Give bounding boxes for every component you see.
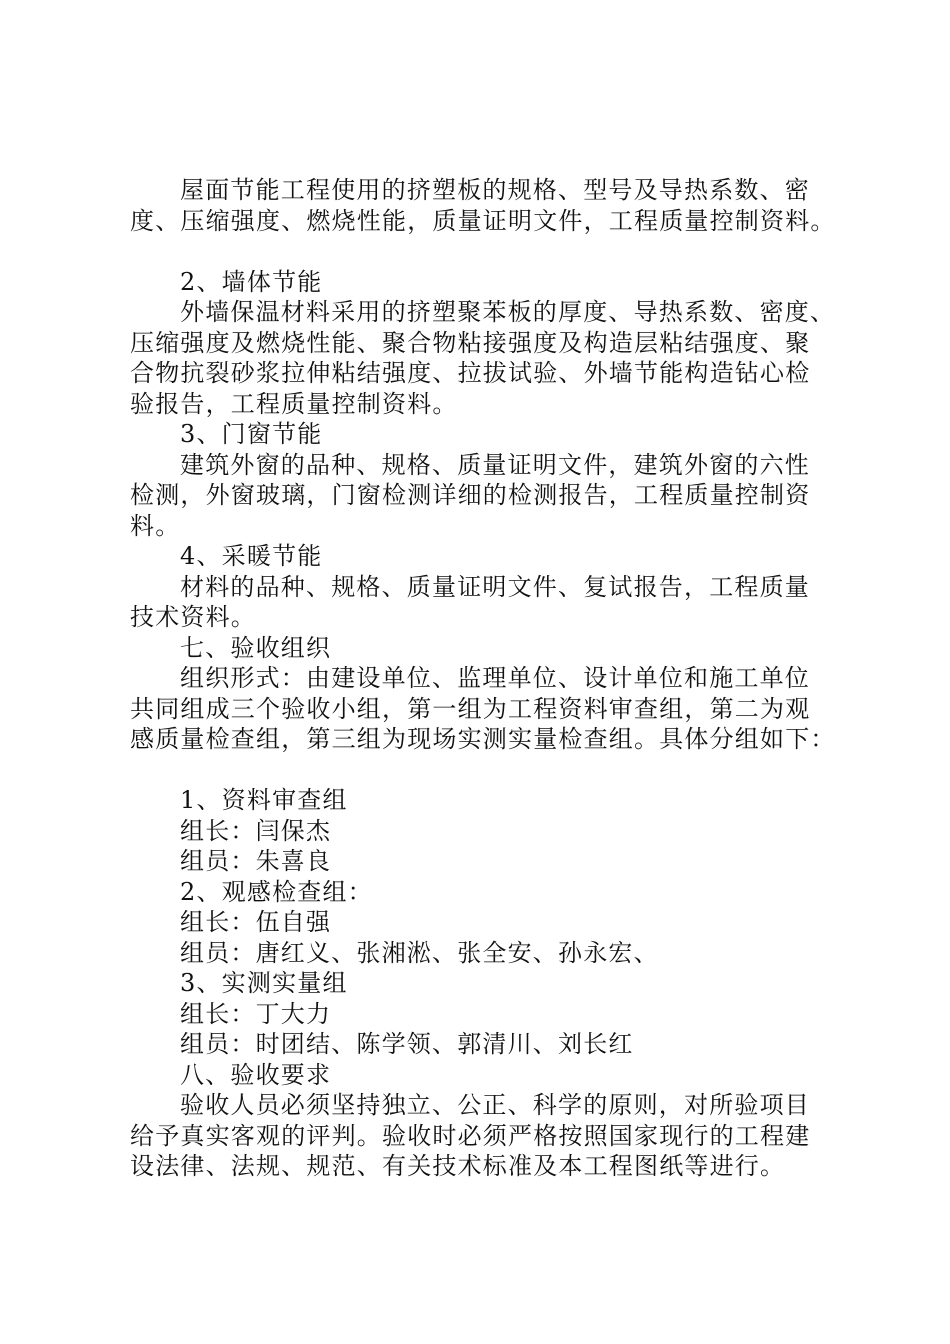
blank-line <box>130 755 850 786</box>
paragraph-line: 技术资料。 <box>130 603 256 631</box>
section-heading: 3、实测实量组 <box>180 969 348 997</box>
paragraph-line: 验收人员必须坚持独立、公正、科学的原则，对所验项目 <box>180 1091 810 1119</box>
list-item: 组员：朱喜良 <box>180 847 332 875</box>
paragraph-line: 感质量检查组，第三组为现场实测实量检查组。具体分组如下： <box>130 725 836 753</box>
paragraph-line: 验报告，工程质量控制资料。 <box>130 389 458 418</box>
list-item: 组长：闫保杰 <box>180 816 332 845</box>
paragraph-line: 给予真实客观的评判。验收时必须严格按照国家现行的工程建 <box>130 1121 811 1150</box>
section-heading: 1、资料审查组 <box>180 786 348 814</box>
section-heading: 八、验收要求 <box>180 1060 332 1089</box>
paragraph-line: 度、压缩强度、燃烧性能，质量证明文件，工程质量控制资料。 <box>130 206 836 235</box>
list-item: 组长：伍自强 <box>180 908 332 936</box>
paragraph-line: 压缩强度及燃烧性能、聚合物粘接强度及构造层粘结强度、聚 <box>130 328 811 357</box>
paragraph-line: 设法律、法规、规范、有关技术标准及本工程图纸等进行。 <box>130 1152 786 1180</box>
paragraph-line: 合物抗裂砂浆拉伸粘结强度、拉拔试验、外墙节能构造钻心检 <box>130 359 811 387</box>
blank-line <box>130 236 850 267</box>
paragraph-line: 外墙保温材料采用的挤塑聚苯板的厚度、导热系数、密度、 <box>180 298 836 326</box>
section-heading: 七、验收组织 <box>180 633 332 662</box>
list-item: 组长：丁大力 <box>180 999 332 1028</box>
section-heading: 2、墙体节能 <box>180 267 323 296</box>
section-heading: 3、门窗节能 <box>180 420 323 448</box>
section-heading: 2、观感检查组： <box>180 877 373 906</box>
paragraph-line: 检测，外窗玻璃，门窗检测详细的检测报告，工程质量控制资 <box>130 481 811 509</box>
paragraph-line: 建筑外窗的品种、规格、质量证明文件，建筑外窗的六性 <box>180 450 810 479</box>
paragraph-line: 共同组成三个验收小组，第一组为工程资料审查组，第二为观 <box>130 694 811 723</box>
section-heading: 4、采暖节能 <box>180 542 323 570</box>
paragraph-line: 组织形式：由建设单位、监理单位、设计单位和施工单位 <box>180 664 810 692</box>
paragraph-line: 屋面节能工程使用的挤塑板的规格、型号及导热系数、密 <box>180 176 810 204</box>
document-body <box>130 175 850 1182</box>
list-item: 组员：唐红义、张湘淞、张全安、孙永宏、 <box>180 938 659 967</box>
list-item: 组员：时团结、陈学领、郭清川、刘长红 <box>180 1030 634 1058</box>
paragraph-line: 材料的品种、规格、质量证明文件、复试报告，工程质量 <box>180 572 810 601</box>
paragraph-line: 料。 <box>130 511 181 540</box>
